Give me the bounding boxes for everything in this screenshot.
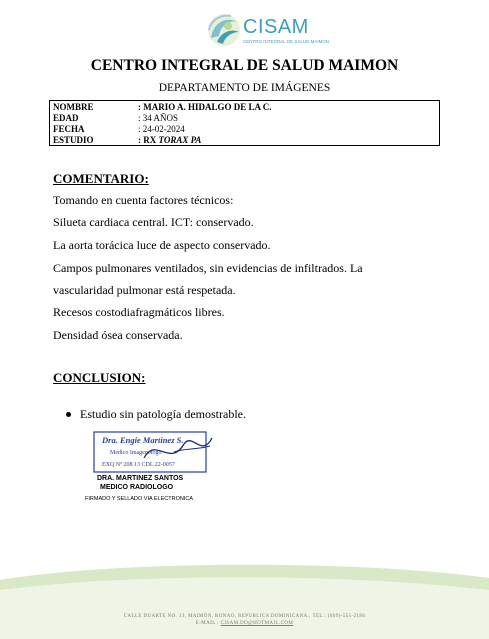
comentario-line: vascularidad pulmonar está respetada.	[53, 283, 236, 297]
page-title: CENTRO INTEGRAL DE SALUD MAIMON	[90, 57, 399, 74]
comentario-heading: COMENTARIO:	[53, 171, 149, 186]
logo-subtitle: CENTRO INTEGRAL DE SALUD MAIMON	[243, 39, 330, 44]
comentario-line: Silueta cardiaca central. ICT: conservado.	[53, 215, 254, 229]
nombre-label: NOMBRE	[53, 102, 94, 112]
doctor-name: DRA. MARTINEZ SANTOS	[97, 475, 184, 482]
signature-note: FIRMADO Y SELLADO VIA ELECTRONICA	[85, 496, 193, 502]
department-subtitle: DEPARTAMENTO DE IMÁGENES	[158, 82, 331, 94]
stamp-doctor-name: Dra. Engie Martinez S.	[102, 435, 184, 445]
comentario-line: Recesos costodiafragmáticos libres.	[53, 305, 225, 319]
comentario-line: Campos pulmonares ventilados, sin evidencias de infiltrados. La	[53, 261, 363, 275]
fecha-label: FECHA	[53, 124, 85, 134]
conclusion-heading: CONCLUSION:	[53, 370, 146, 385]
edad-value: : 34 AÑOS	[138, 113, 179, 123]
estudio-value	[138, 135, 201, 146]
footer-email-line	[0, 621, 489, 626]
footer-email-label: E-MAIL :	[195, 621, 221, 626]
stamp-specialty: Medico Imagenologo	[110, 450, 162, 456]
logo-name: CISAM	[243, 16, 309, 38]
footer-email-link[interactable]: CISAM.DO@HOTMAIL.COM	[220, 621, 294, 626]
estudio-type: TORAX PA	[158, 135, 202, 145]
comentario-line: Densidad ósea conservada.	[53, 328, 183, 342]
nombre-value: : MARIO A. HIDALGO DE LA C.	[138, 102, 272, 112]
signature-stamp-icon	[84, 428, 224, 476]
footer-address: CALLE DUARTE NO. 13, MAIMÓN, BONAO, REPUBLICA DOMINICANA., TEL.: (809)-551-2186	[123, 614, 366, 619]
stamp-registry: EXQ Nº 208 13 CDL 22-0057	[102, 462, 175, 468]
doctor-signature-block	[97, 475, 183, 492]
comentario-line: La aorta torácica luce de aspecto conservado.	[53, 238, 271, 252]
bullet-icon	[66, 412, 71, 417]
footer-wave-decoration	[0, 560, 489, 639]
comentario-line: Tomando en cuenta factores técnicos:	[53, 193, 234, 207]
patient-info-box	[49, 100, 440, 146]
edad-label: EDAD	[53, 113, 79, 123]
estudio-label: ESTUDIO	[53, 135, 94, 145]
estudio-prefix: : RX	[138, 135, 159, 145]
fecha-value: : 24-02-2024	[138, 124, 185, 134]
doctor-title: MEDICO RADIOLOGO	[100, 483, 174, 491]
conclusion-item: Estudio sin patología demostrable.	[80, 407, 246, 421]
